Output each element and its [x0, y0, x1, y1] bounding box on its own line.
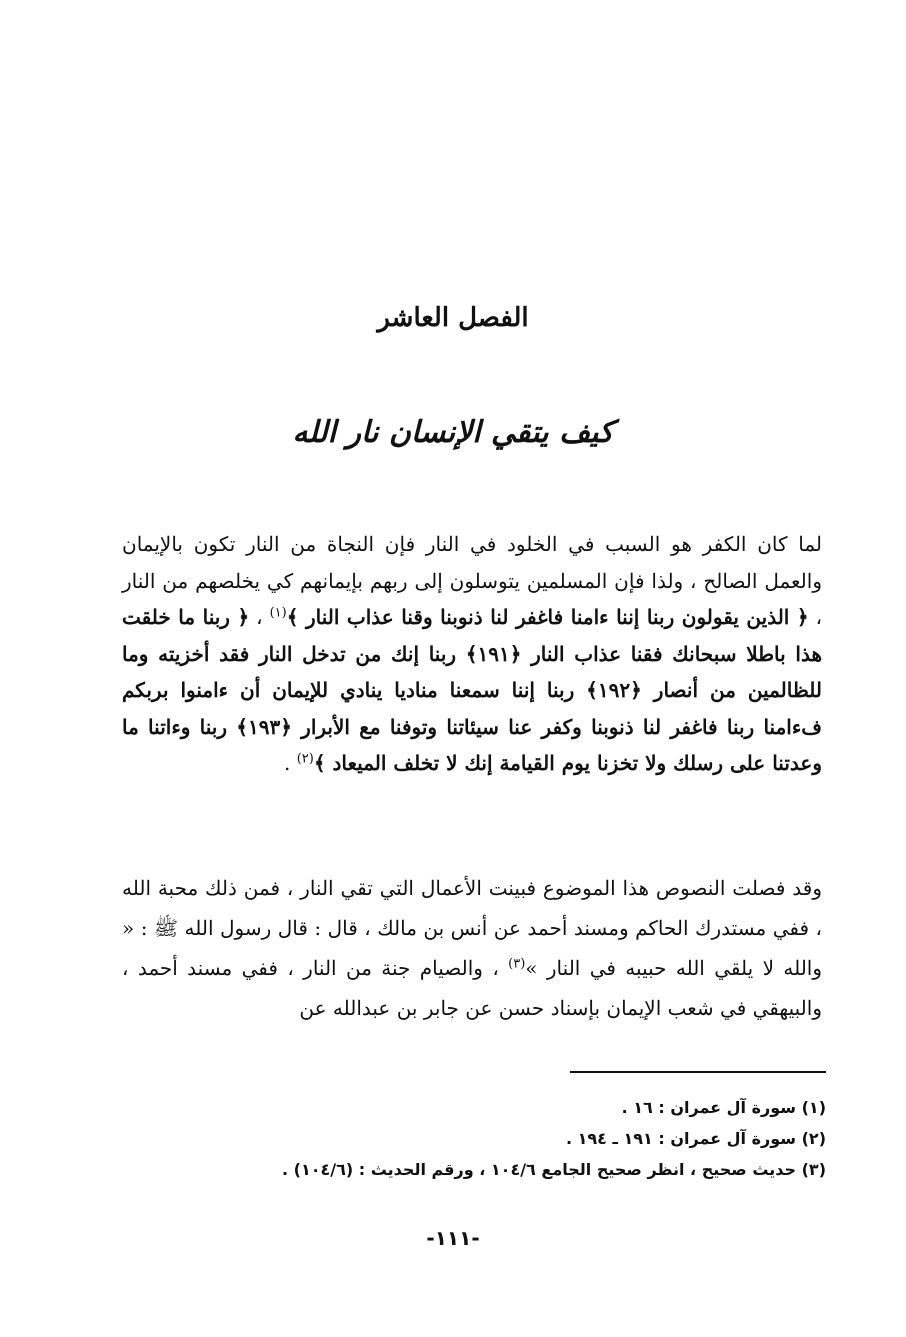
footnotes-list [126, 1092, 826, 1185]
paragraph-1-lead: لما كان الكفر هو السبب في الخلود في النار فإن النجاة من النار تكون بالإيمان والعمل الصالح ، ولذا فإن المسلمين يتوسلون إلى ربهم بإيمانهم كي يخلصهم من النار ، [122, 532, 823, 629]
chapter-heading: الفصل العاشر [377, 303, 529, 333]
footnote-ref-2: (٢) [296, 751, 314, 767]
footnote-1: (١) سورة آل عمران : ١٦ . [621, 1098, 826, 1117]
paragraph-2-text-a: وقد فصلت النصوص هذا الموضوع فبينت الأعمال التي تقي النار ، فمن ذلك محبة الله ، ففي مستدرك الحاكم ومسند أحمد عن أنس بن مالك ، قال : قال رسول الله ﷺ : « والله لا يلقي الله حبيبه في النار » [122, 876, 823, 980]
footnote-2: (٢) سورة آل عمران : ١٩١ ـ ١٩٤ . [565, 1129, 826, 1148]
footnote-3: (٣) حديث صحيح ، انظر صحيح الجامع ١٠٤/٦ ، ورقم الحديث : (١٠٤/٦) . [282, 1160, 826, 1179]
chapter-title: كيف يتقي الإنسان نار الله [292, 415, 614, 450]
separator: ، [256, 605, 270, 629]
paragraph-2 [122, 868, 822, 1028]
quran-verse-2: ﴿ ربنا ما خلقت هذا باطلا سبحانك فقنا عذاب النار ﴿١٩١﴾ ربنا إنك من تدخل النار فقد أخزيته وما للظالمين من أنصار ﴿١٩٢﴾ ربنا إننا سمعنا مناديا ينادي للإيمان أن ءامنوا بربكم فءامنا ربنا فاغفر لنا ذنوبنا وكفر عنا سيئاتنا وتوفنا مع الأبرار ﴿١٩٣﴾ ربنا وءاتنا ما وعدتنا على رسلك ولا تخزنا يوم القيامة إنك لا تخلف الميعاد ﴾ [122, 605, 823, 775]
footnote-ref-3: (٣) [508, 956, 526, 972]
paragraph-1-end: . [283, 751, 297, 775]
footnote-divider [570, 1071, 826, 1073]
page-number: -١١١- [426, 1226, 480, 1250]
footnote-ref-1: (١) [269, 605, 287, 621]
paragraph-1 [122, 526, 822, 782]
paragraph-2-text-b: ، والصيام جنة من النار ، ففي مسند أحمد ، والبيهقي في شعب الإيمان بإسناد حسن عن جابر بن عبدالله عن [122, 956, 822, 1020]
quran-verse-1: ﴿ الذين يقولون ربنا إننا ءامنا فاغفر لنا ذنوبنا وقنا عذاب النار ﴾ [286, 605, 809, 629]
